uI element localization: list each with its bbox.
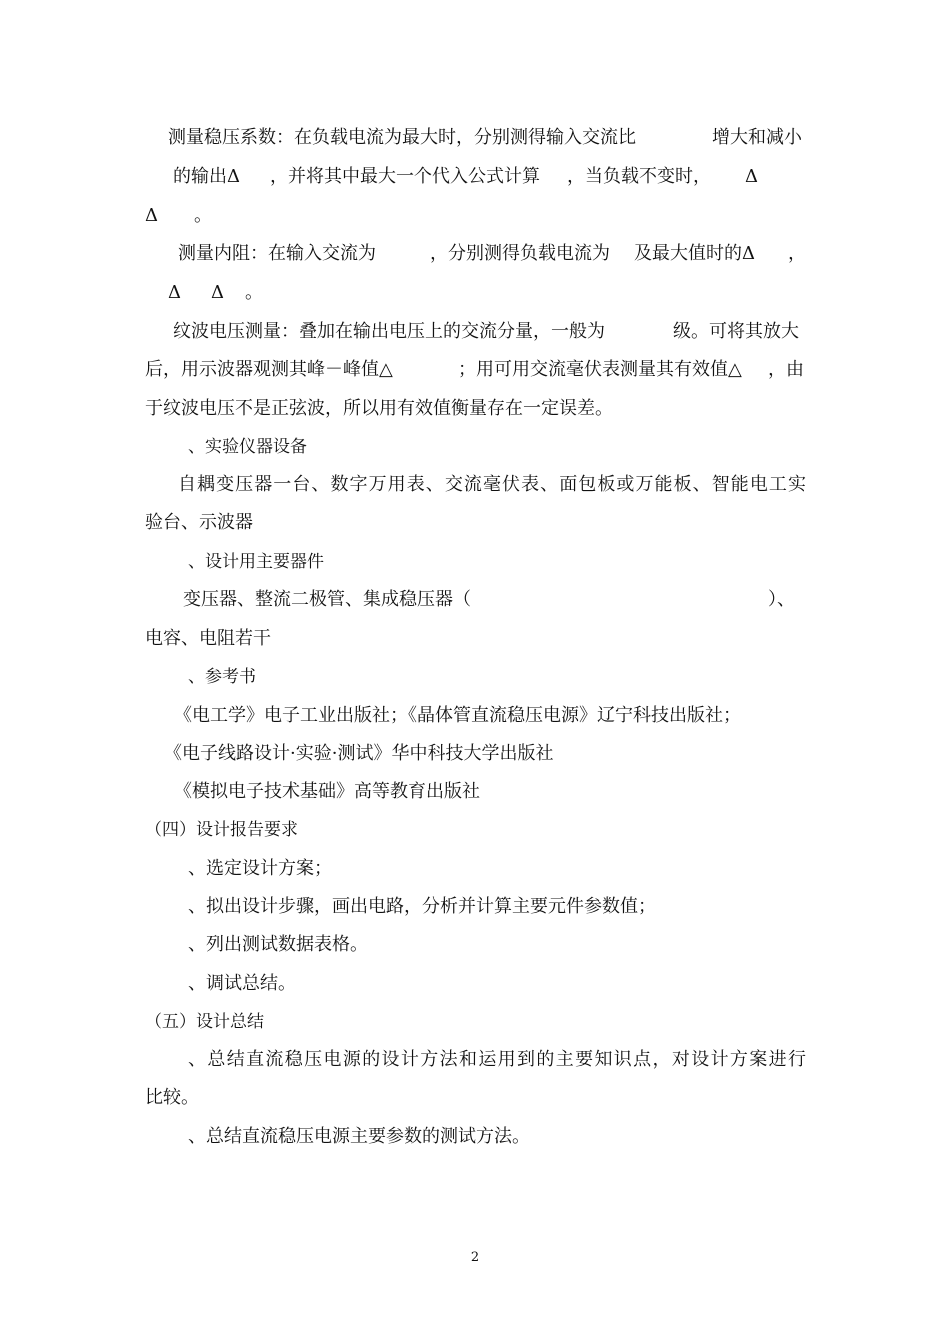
paragraph-stability-line-3b: 。 [194,205,212,226]
paragraph-resistance-line-2a: Δ [168,282,181,303]
heading-report-requirements: （四）设计报告要求 [145,820,298,840]
paragraph-resistance-line-1d: ， [788,243,806,264]
heading-design-summary: （五）设计总结 [145,1012,264,1032]
paragraph-ripple-line-3: 于纹波电压不是正弦波，所以用有效值衡量存在一定误差。 [145,398,613,419]
paragraph-components-line-1a: 变压器、整流二极管、集成稳压器（ [183,589,471,610]
paragraph-ripple-line-2a: 后，用示波器观测其峰－峰值△ [145,359,393,380]
paragraph-resistance-line-1a: 测量内阻：在输入交流为 [178,243,376,264]
paragraph-ripple-line-1a: 纹波电压测量：叠加在输出电压上的交流分量，一般为 [173,321,605,342]
summary-item-1-line-2: 比较。 [145,1087,199,1108]
summary-item-1-line-1: 、总结直流稳压电源的设计方法和运用到的主要知识点，对设计方案进行 [188,1049,806,1070]
report-requirement-2: 、拟出设计步骤，画出电路，分析并计算主要元件参数值； [188,896,656,917]
paragraph-stability-line-2b: ，并将其中最大一个代入公式计算 [270,166,540,187]
paragraph-resistance-line-2c: 。 [245,282,263,303]
paragraph-stability-line-1b: 增大和减小 [712,127,802,148]
paragraph-components-line-1b: ）、 [768,589,795,610]
reference-item-1: 《电工学》电子工业出版社；《晶体管直流稳压电源》辽宁科技出版社； [174,705,741,726]
reference-item-3: 《模拟电子技术基础》高等教育出版社 [174,781,480,802]
paragraph-stability-line-3a: Δ [145,205,158,226]
paragraph-resistance-line-1b: ，分别测得负载电流为 [430,243,610,264]
paragraph-stability-line-2d: Δ [745,166,758,187]
paragraph-components-line-2: 电容、电阻若干 [145,628,271,649]
heading-components: 、设计用主要器件 [188,552,324,572]
paragraph-stability-line-2a: 的输出Δ [173,166,240,187]
paragraph-instruments-line-2: 验台、示波器 [145,512,253,533]
paragraph-ripple-line-2c: ，由 [768,359,804,380]
heading-instruments: 、实验仪器设备 [188,437,307,457]
report-requirement-4: 、调试总结。 [188,973,296,994]
paragraph-stability-line-1a: 测量稳压系数：在负载电流为最大时，分别测得输入交流比 [168,127,636,148]
paragraph-resistance-line-1c: 及最大值时的Δ [634,243,755,264]
reference-item-2: 《电子线路设计·实验·测试》华中科技大学出版社 [164,743,554,764]
summary-item-2: 、总结直流稳压电源主要参数的测试方法。 [188,1126,530,1147]
paragraph-resistance-line-2b: Δ [211,282,224,303]
report-requirement-1: 、选定设计方案； [188,858,332,879]
paragraph-instruments-line-1: 自耦变压器一台、数字万用表、交流毫伏表、面包板或万能板、智能电工实 [178,474,806,495]
report-requirement-3: 、列出测试数据表格。 [188,934,368,955]
paragraph-ripple-line-2b: ；用可用交流毫伏表测量其有效值△ [458,359,742,380]
page-number: 2 [470,1250,480,1265]
paragraph-stability-line-2c: ，当负载不变时， [567,166,711,187]
heading-references: 、参考书 [188,667,256,687]
paragraph-ripple-line-1b: 级。可将其放大 [673,321,799,342]
